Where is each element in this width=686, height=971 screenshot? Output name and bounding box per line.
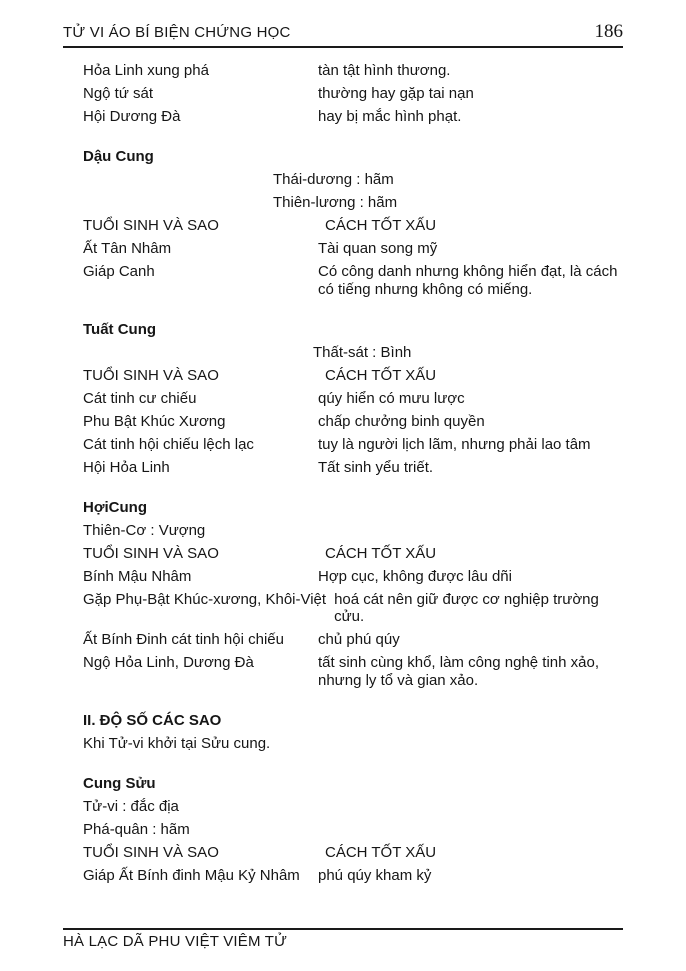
running-title: TỬ VI ÁO BÍ BIỆN CHỨNG HỌC [63,24,291,41]
page-number: 186 [594,21,623,42]
section-d-u-cung [83,148,623,298]
row-description [318,263,623,298]
page-header [63,0,623,48]
row-label: Ngộ tứ sát [83,85,154,102]
row-label: Ất Tân Nhâm [83,240,172,257]
table-row [83,436,623,454]
row-description [318,240,623,258]
column-header-row [83,844,623,862]
row-label: Giáp Canh [83,263,155,280]
row-label: Hỏa Linh xung phá [83,62,209,79]
row-description [318,390,623,408]
row-description-line: Hợp cục, không được lâu dñi [318,567,512,585]
table-row [83,108,623,126]
table-row [83,263,623,298]
table-row [83,654,623,689]
table-row [83,390,623,408]
table-row [83,591,623,626]
column-header-row [83,545,623,563]
row-description [318,85,623,103]
row-description [318,654,623,689]
row-description-line: hoá cát nên giữ được cơ nghiệp trường cửu. [334,590,599,625]
row-description-line: tàn tật hình thương. [318,62,451,79]
row-description [318,459,623,477]
section-paragraph: Khi Tử-vi khởi tại Sửu cung. [83,734,271,752]
table-row [83,85,623,103]
star-status-line: Thiên-lương : hãm [273,194,398,211]
row-description-line: thường hay gặp tai nạn [318,85,474,102]
page-body [83,62,623,884]
row-label: Giáp Ất Bính đinh Mậu Kỷ Nhâm [83,866,300,884]
row-label: Hội Dương Đà [83,108,181,125]
row-label: Phu Bật Khúc Xương [83,412,226,430]
column-header-right: CÁCH TỐT XẤU [325,843,437,861]
row-label: Hội Hỏa Linh [83,458,170,476]
table-row [83,459,623,477]
row-description-line: tuy là người lịch lãm, nhưng phải lao tâm [318,435,591,453]
star-status-line: Phá-quân : hãm [83,820,190,838]
row-description-line: Có công danh nhưng không hiển đạt, là cách [318,263,618,280]
section-heading: Cung Sửu [83,774,156,792]
section-heading: Dậu Cung [83,148,154,165]
row-description-line: chấp chưởng binh quyền [318,412,485,430]
column-header-right: CÁCH TỐT XẤU [325,544,437,562]
row-description [318,62,623,80]
star-status-line: Thiên-Cơ : Vượng [83,521,206,539]
row-label: Cát tinh hội chiếu lệch lạc [83,435,254,453]
row-description [318,631,623,649]
row-description-line: qúy hiển có mưu lược [318,389,465,407]
star-status-line: Thái-dương : hãm [273,171,394,188]
row-label: Gặp Phụ-Bật Khúc-xương, Khôi-Việt [83,590,327,608]
row-label: Ngộ Hỏa Linh, Dương Đà [83,654,254,671]
column-header-left: TUỔI SINH VÀ SAO [83,544,219,562]
table-row [83,240,623,258]
footer-author-text: HÀ LẠC DÃ PHU VIỆT VIÊM TỬ [63,933,288,950]
section-heading: II. ĐỘ SỐ CÁC SAO [83,711,222,729]
row-label: Bính Mậu Nhâm [83,567,192,585]
section-heading: Tuất Cung [83,320,157,338]
section-h-icung [83,499,623,690]
row-description-line: Tất sinh yểu triết. [318,458,434,476]
row-description-line: chủ phú qúy [318,631,400,648]
row-description-line: nhưng ly tổ và gian xảo. [318,671,479,689]
row-description [318,436,623,454]
table-row [83,867,623,885]
row-description [318,108,623,126]
row-description-line: hay bị mắc hình phạt. [318,108,462,125]
column-header-left: TUỔI SINH VÀ SAO [83,843,219,861]
row-description [318,413,623,431]
star-status-line: Tử-vi : đắc địa [83,797,179,815]
column-header-row [83,217,623,235]
row-description-line: Tài quan song mỹ [318,240,438,257]
section-cung-s-u [83,775,623,885]
row-description-line: có tiếng nhưng không có miếng. [318,280,533,298]
row-label: Ất Bính Đinh cát tinh hội chiếu [83,631,284,648]
table-row [83,631,623,649]
row-description [318,867,623,885]
row-description-line: tất sinh cùng khổ, làm công nghệ tinh xảo, [318,654,600,671]
column-header-row [83,367,623,385]
column-header-right: CÁCH TỐT XẤU [325,217,437,234]
column-header-right: CÁCH TỐT XẤU [325,366,437,384]
row-description [334,591,623,626]
page-footer [63,928,623,950]
table-row [83,413,623,431]
row-label: Cát tinh cư chiếu [83,389,197,407]
section-ii-s-c-c-sao [83,712,623,753]
column-header-left: TUỔI SINH VÀ SAO [83,217,219,234]
section-heading: HợiCung [83,498,147,516]
table-row [83,62,623,80]
row-description-line: phú qúy kham kỷ [318,866,432,884]
section-tu-t-cung [83,321,623,477]
section-continued [83,62,623,126]
column-header-left: TUỔI SINH VÀ SAO [83,366,219,384]
row-description [318,568,623,586]
table-row [83,568,623,586]
star-status-line: Thất-sát : Bình [313,343,412,361]
